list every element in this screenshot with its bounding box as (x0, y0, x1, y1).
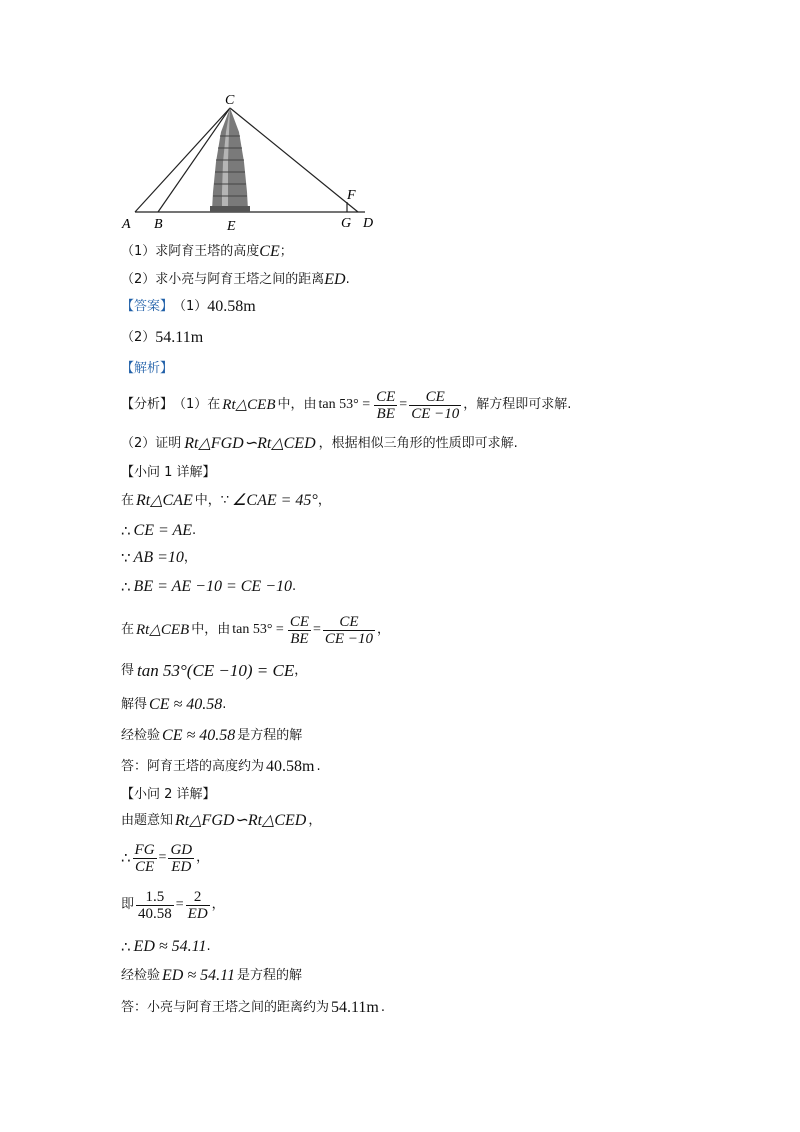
part-2-line-6 (121, 997, 385, 1019)
fenxi-p2-post: ，根据相似三角形的性质即可求解. (318, 436, 518, 451)
p1-l5-triangle: Rt△CEB (136, 622, 190, 638)
analysis-heading (121, 358, 173, 380)
part-2-line-4 (121, 936, 211, 958)
part-1-line-5: 在 Rt△CEB 中，由 tan 53° = $\frac{CE}{BE}$ = $\frac{CE}{CE -10}$ ， (121, 613, 390, 647)
p1-l6-pre: 得 (121, 663, 135, 678)
fenxi-p1-tan: tan 53° = (318, 397, 371, 412)
fenxi-p2-pre: （2）证明 (121, 436, 182, 451)
p1-l1-expr: ∠CAE = 45° (232, 492, 318, 509)
p2-l5-expr: ED ≈ 54.11 (162, 967, 235, 984)
p1-l1-mid: 中，∵ (194, 493, 230, 508)
p2-l3-fraction-2: $\frac{2}{ED}$ (187, 888, 208, 922)
line-cd (230, 108, 358, 212)
p2-l3-post: ， (211, 897, 225, 912)
part-2-line-3: 即 $\frac{1.5}{40.58}$ = $\frac{2}{ED}$ ， (121, 888, 225, 922)
q2-var: ED (324, 271, 346, 288)
part-2-line-5 (121, 965, 302, 987)
p1-l4-post: . (291, 579, 297, 594)
p2-l3-fraction-1: $\frac{1.5}{40.58}$ (138, 888, 172, 922)
analysis-tag: 【解析】 (121, 361, 174, 376)
answer-2-prefix: （2） (121, 330, 156, 345)
q1-suffix: ； (279, 244, 293, 259)
fenxi-p1-fraction-1: $\frac{CE}{BE}$ (376, 388, 396, 422)
p1-l1-post: ， (317, 493, 331, 508)
p2-l5-post: 是方程的解 (236, 968, 302, 983)
p1-l2-post: . (192, 523, 197, 538)
p1-l7-post: . (222, 697, 227, 712)
therefore-icon: ∴ (121, 938, 131, 956)
p1-l9-post: . (316, 759, 321, 774)
p1-l3-expr: AB =10 (133, 549, 184, 566)
fenxi-p1-mid: 中，由 (277, 397, 317, 412)
fenxi-p1-triangle: Rt△CEB (222, 397, 276, 413)
p1-l5-fraction-2: $\frac{CE}{CE -10}$ (324, 613, 373, 647)
p1-l8-post: 是方程的解 (237, 728, 303, 743)
q1-text: （1）求阿育王塔的高度 (121, 244, 260, 259)
question-1 (121, 241, 293, 263)
therefore-icon: ∴ (121, 578, 131, 596)
p1-l9-expr: 40.58m (266, 758, 315, 775)
fenxi-p2-similarity: Rt△FGD∽Rt△CED (184, 435, 316, 452)
p2-l1-expr: Rt△FGD∽Rt△CED (175, 812, 307, 829)
part-1-title (121, 462, 216, 484)
part-2-title (121, 784, 216, 806)
p2-l3-pre: 即 (121, 897, 135, 912)
q2-suffix: . (345, 272, 350, 287)
part-1-line-2 (121, 520, 196, 542)
p2-l6-expr: 54.11m (331, 999, 379, 1016)
part-1-line-6 (121, 660, 307, 682)
fenxi-tag: 【分析】 (121, 397, 174, 412)
p1-l5-pre: 在 (121, 622, 135, 637)
p2-l1-post: ， (308, 813, 322, 828)
part-1-line-9 (121, 756, 321, 778)
part-1-line-3 (121, 547, 197, 569)
p1-l7-expr: CE ≈ 40.58 (149, 696, 223, 713)
part-2-title-text: 【小问 2 详解】 (121, 787, 216, 802)
p2-l4-expr: ED ≈ 54.11 (133, 938, 207, 955)
answer-1-value: 40.58m (207, 298, 256, 315)
p1-l6-post: ， (294, 663, 308, 678)
label-g: G (341, 216, 352, 231)
p2-l4-post: . (206, 939, 211, 954)
label-c: C (225, 93, 235, 108)
p1-l5-tan: tan 53° = (232, 622, 284, 637)
label-d: D (363, 216, 374, 231)
therefore-icon: ∴ (121, 522, 131, 540)
answer-tag: 【答案】 (121, 299, 174, 314)
label-e: E (227, 219, 236, 232)
question-2 (121, 269, 350, 291)
answer-1-prefix: （1） (173, 299, 208, 314)
p2-l1-pre: 由题意知 (121, 813, 174, 828)
fenxi-p1-pre: （1）在 (173, 397, 221, 412)
part-1-title-text: 【小问 1 详解】 (121, 465, 216, 480)
p1-l8-expr: CE ≈ 40.58 (162, 727, 236, 744)
q2-text: （2）求小亮与阿育王塔之间的距离 (121, 272, 325, 287)
p2-l6-post: . (380, 1000, 386, 1015)
answer-line-1 (121, 296, 256, 318)
p1-l2-expr: CE = AE (133, 522, 193, 539)
p2-l2-fraction-2: $\frac{GD}{ED}$ (170, 841, 193, 875)
fenxi-p1-post: ，解方程即可求解. (463, 397, 572, 412)
part-2-line-2: ∴ $\frac{FG}{CE}$ = $\frac{GD}{ED}$ ， (121, 841, 210, 875)
p1-l5-post: ， (376, 622, 390, 637)
p1-l8-pre: 经检验 (121, 728, 161, 743)
label-f: F (347, 188, 356, 203)
part-2-line-1 (121, 810, 321, 832)
because-icon: ∵ (121, 549, 131, 567)
answer-2-value: 54.11m (155, 329, 204, 346)
p2-l6-pre: 答：小亮与阿育王塔之间的距离约为 (121, 1000, 330, 1015)
fenxi-line-2 (121, 433, 518, 455)
p1-l7-pre: 解得 (121, 697, 148, 712)
fenxi-p1-fraction-2: $\frac{CE}{CE -10}$ (411, 388, 460, 422)
therefore-icon: ∴ (121, 849, 131, 867)
p1-l1-triangle: Rt△CAE (136, 492, 193, 509)
p2-l2-fraction-1: $\frac{FG}{CE}$ (134, 841, 155, 875)
p2-l5-pre: 经检验 (121, 968, 161, 983)
label-a: A (122, 217, 131, 232)
label-b: B (154, 217, 163, 232)
part-1-line-7 (121, 694, 226, 716)
p1-l3-post: ， (183, 550, 197, 565)
p2-l2-post: ， (196, 850, 210, 865)
answer-line-2 (121, 327, 203, 349)
p1-l5-fraction-1: $\frac{CE}{BE}$ (289, 613, 310, 647)
p1-l9-pre: 答：阿育王塔的高度约为 (121, 759, 265, 774)
q1-var: CE (259, 243, 280, 260)
tower-geometry-figure (115, 92, 385, 232)
part-1-line-1 (121, 490, 331, 512)
part-1-line-8 (121, 725, 302, 747)
part-1-line-4 (121, 576, 296, 598)
p1-l4-expr: BE = AE −10 = CE −10 (133, 578, 292, 595)
p1-l5-mid: 中，由 (191, 622, 231, 637)
p1-l1-pre: 在 (121, 493, 135, 508)
p1-l6-expr: tan 53°(CE −10) = CE (137, 661, 295, 680)
fenxi-line-1: 【分析】 （1）在 Rt△CEB 中，由 tan 53° = $\frac{CE}{BE}$ = $\frac{CE}{CE -10}$ ，解方程即可求解. (121, 388, 572, 422)
